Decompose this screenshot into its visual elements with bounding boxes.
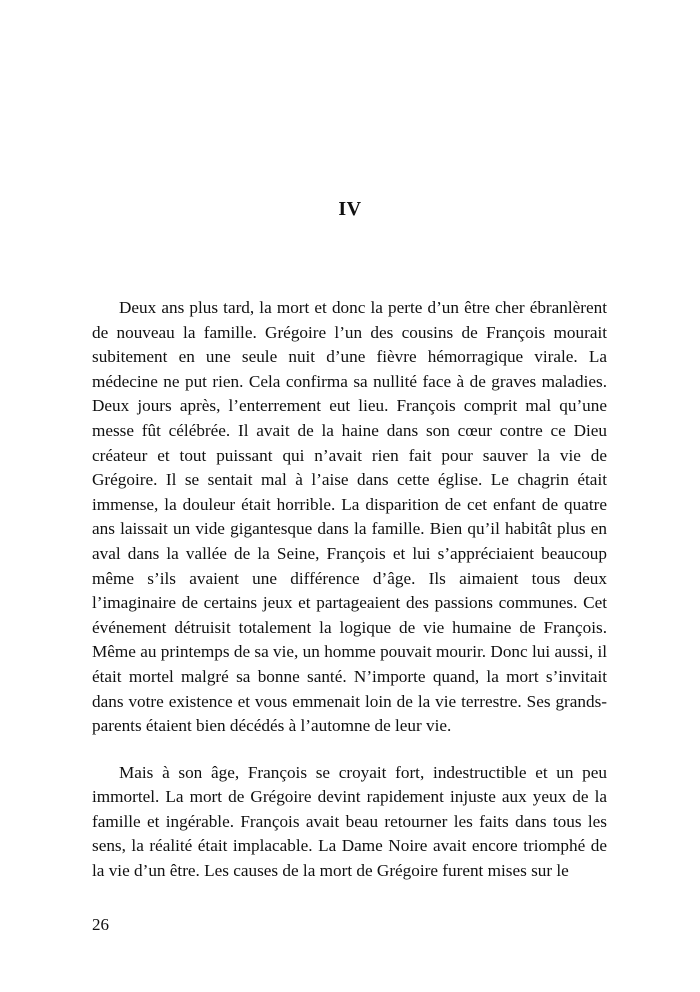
chapter-body	[92, 296, 607, 884]
chapter-title: IV	[338, 198, 362, 220]
paragraph-1: Deux ans plus tard, la mort et donc la perte d’un être cher ébranlèrent de nouveau la famille. Grégoire l’un des cousins de François mourait subitement en une seule nuit d’une fièvre hémorragique virale. La médecine ne put rien. Cela confirma sa nullité face à de graves maladies. Deux jours après, l’enterrement eut lieu. François comprit mal qu’une messe fût célébrée. Il avait de la haine dans son cœur contre ce Dieu créateur et tout puissant qui n’avait rien fait pour sauver la vie de Grégoire. Il se sentait mal à l’aise dans cette église. Le chagrin était immense, la douleur était horrible. La disparition de cet enfant de quatre ans laissait un vide gigantesque dans la famille. Bien qu’il habitât plus en aval dans la vallée de la Seine, François et lui s’appréciaient beaucoup même s’ils avaient une différence d’âge. Ils aimaient tous deux l’imaginaire de certains jeux et partageaient des passions communes. Cet événement détruisit totalement la logique de vie humaine de François. Même au printemps de sa vie, un homme pouvait mourir. Donc lui aussi, il était mortel malgré sa bonne santé. N’importe quand, la mort s’invitait dans votre existence et vous emmenait loin de la vie terrestre. Ses grands-parents étaient bien décédés à l’automne de leur vie.	[92, 298, 607, 736]
page-number: 26	[92, 915, 109, 934]
paragraph-2: Mais à son âge, François se croyait fort, indestructible et un peu immortel. La mort de Grégoire devint rapidement injuste aux yeux de la famille et ingérable. François avait beau retourner les faits dans tous les sens, la réalité était implacable. La Dame Noire avait encore triomphé de la vie d’un être. Les causes de la mort de Grégoire furent mises sur le	[92, 762, 607, 881]
